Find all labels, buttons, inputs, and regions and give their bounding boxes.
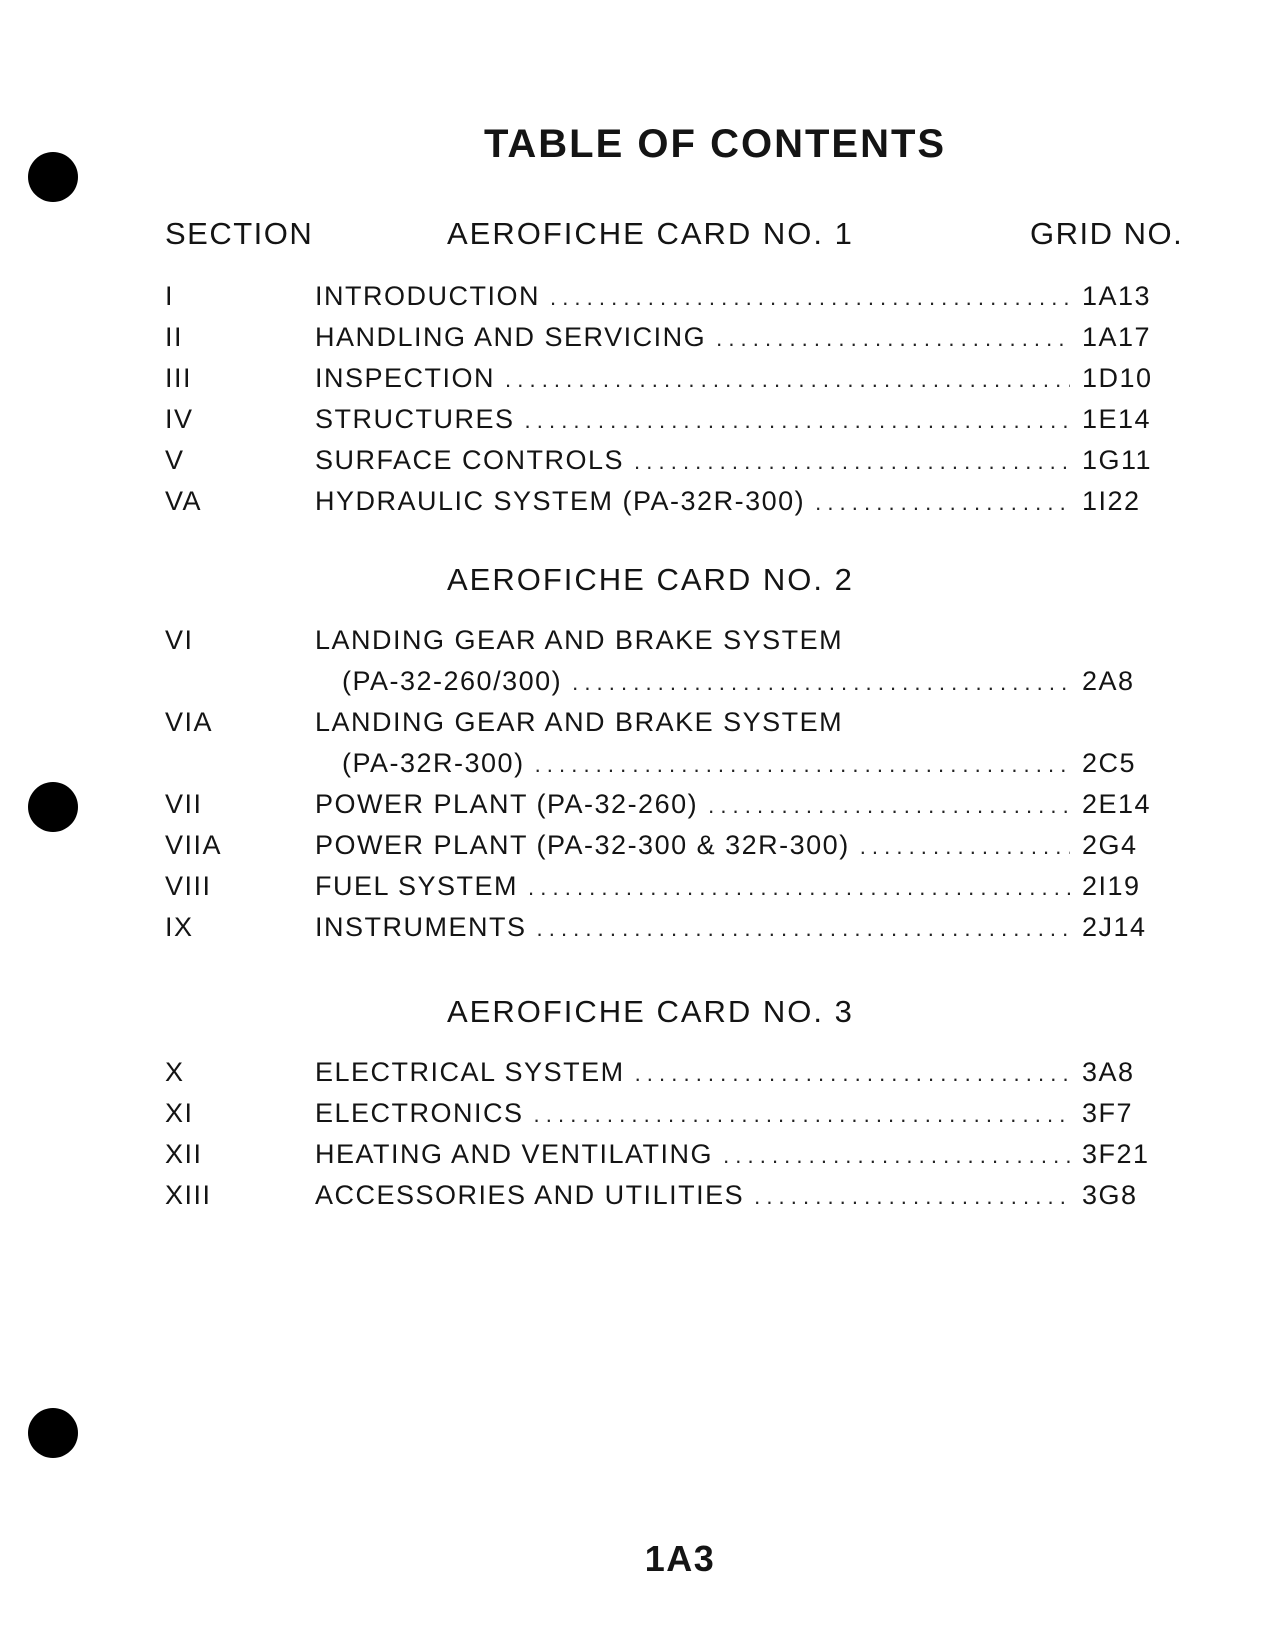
toc-entry[interactable]: [165, 481, 1170, 522]
toc-entry[interactable]: [165, 276, 1170, 317]
dot-leader: [528, 867, 1070, 908]
dot-leader: [635, 1053, 1070, 1094]
grid-number: 1A17: [1082, 322, 1152, 352]
toc-entry[interactable]: [165, 784, 1170, 825]
dot-leader: [550, 277, 1070, 318]
grid-number: 3F7: [1082, 1098, 1134, 1128]
section-title: LANDING GEAR AND BRAKE SYSTEM: [315, 707, 844, 737]
section-title: INSTRUMENTS: [315, 912, 527, 942]
toc-entry[interactable]: [165, 358, 1170, 399]
card-2-entries: [165, 620, 1170, 948]
toc-entry[interactable]: [165, 702, 1170, 743]
card-heading: AEROFICHE CARD NO. 3: [447, 994, 854, 1029]
section-title-continued: (PA-32-260/300): [342, 666, 563, 696]
section-number: XIII: [165, 1180, 212, 1210]
section-number: VIIA: [165, 830, 223, 860]
section-number: VIA: [165, 707, 214, 737]
card-3-entries: [165, 1052, 1170, 1216]
section-number: II: [165, 322, 184, 352]
section-number: VII: [165, 789, 203, 819]
grid-number: 3A8: [1082, 1057, 1135, 1087]
section-number: XI: [165, 1098, 194, 1128]
grid-number: 3G8: [1082, 1180, 1138, 1210]
section-title: STRUCTURES: [315, 404, 515, 434]
binder-hole: [28, 1408, 78, 1458]
toc-entry[interactable]: [165, 1134, 1170, 1175]
dot-leader: [634, 441, 1070, 482]
binder-hole: [28, 152, 78, 202]
grid-column-header: GRID NO.: [1030, 216, 1184, 251]
dot-leader: [535, 744, 1070, 785]
section-number: X: [165, 1057, 185, 1087]
grid-number: 2E14: [1082, 789, 1152, 819]
section-number: IX: [165, 912, 194, 942]
binder-hole: [28, 782, 78, 832]
section-title: ELECTRONICS: [315, 1098, 524, 1128]
section-number: XII: [165, 1139, 203, 1169]
grid-number: 3F21: [1082, 1139, 1150, 1169]
section-title: POWER PLANT (PA-32-260): [315, 789, 699, 819]
grid-number: 1E14: [1082, 404, 1152, 434]
section-number: III: [165, 363, 193, 393]
dot-leader: [754, 1176, 1070, 1217]
section-title: SURFACE CONTROLS: [315, 445, 625, 475]
section-number: I: [165, 281, 175, 311]
grid-number: 2A8: [1082, 666, 1135, 696]
section-number: VIII: [165, 871, 212, 901]
grid-number: 1G11: [1082, 445, 1153, 475]
toc-entry[interactable]: [165, 440, 1170, 481]
grid-number: 1D10: [1082, 363, 1153, 393]
section-title: HYDRAULIC SYSTEM (PA-32R-300): [315, 486, 806, 516]
section-title: INSPECTION: [315, 363, 496, 393]
dot-leader: [716, 318, 1070, 359]
grid-number: 2J14: [1082, 912, 1147, 942]
grid-number: 1I22: [1082, 486, 1141, 516]
dot-leader: [572, 662, 1070, 703]
toc-entry[interactable]: [165, 866, 1170, 907]
toc-entry[interactable]: [165, 399, 1170, 440]
toc-entry[interactable]: [165, 317, 1170, 358]
grid-number: 2G4: [1082, 830, 1138, 860]
section-title: ACCESSORIES AND UTILITIES: [315, 1180, 745, 1210]
dot-leader: [537, 908, 1071, 949]
section-title: FUEL SYSTEM: [315, 871, 519, 901]
dot-leader: [860, 826, 1070, 867]
section-number: V: [165, 445, 185, 475]
card-heading: AEROFICHE CARD NO. 2: [447, 562, 854, 597]
grid-number: 2C5: [1082, 748, 1137, 778]
toc-entry[interactable]: [165, 1175, 1170, 1216]
dot-leader: [708, 785, 1070, 826]
section-title: ELECTRICAL SYSTEM: [315, 1057, 625, 1087]
dot-leader: [505, 359, 1070, 400]
section-column-header: SECTION: [165, 216, 314, 251]
toc-entry-continuation[interactable]: [165, 743, 1170, 784]
section-number: VA: [165, 486, 203, 516]
dot-leader: [525, 400, 1070, 441]
dot-leader: [723, 1135, 1070, 1176]
section-number: IV: [165, 404, 194, 434]
toc-entry[interactable]: [165, 620, 1170, 661]
section-title: HEATING AND VENTILATING: [315, 1139, 714, 1169]
section-title: INTRODUCTION: [315, 281, 540, 311]
section-title: HANDLING AND SERVICING: [315, 322, 707, 352]
dot-leader: [534, 1094, 1070, 1135]
section-title: POWER PLANT (PA-32-300 & 32R-300): [315, 830, 850, 860]
grid-number: 1A13: [1082, 281, 1152, 311]
page-title: TABLE OF CONTENTS: [483, 122, 947, 166]
toc-entry[interactable]: [165, 1052, 1170, 1093]
toc-entry[interactable]: [165, 825, 1170, 866]
section-title: LANDING GEAR AND BRAKE SYSTEM: [315, 625, 844, 655]
toc-entry[interactable]: [165, 1093, 1170, 1134]
toc-entry-continuation[interactable]: [165, 661, 1170, 702]
card-heading: AEROFICHE CARD NO. 1: [447, 216, 854, 251]
section-number: VI: [165, 625, 194, 655]
section-title-continued: (PA-32R-300): [342, 748, 525, 778]
dot-leader: [815, 482, 1070, 523]
toc-entry[interactable]: [165, 907, 1170, 948]
grid-number: 2I19: [1082, 871, 1141, 901]
card-1-entries: [165, 276, 1170, 522]
page-number: 1A3: [644, 1538, 716, 1579]
